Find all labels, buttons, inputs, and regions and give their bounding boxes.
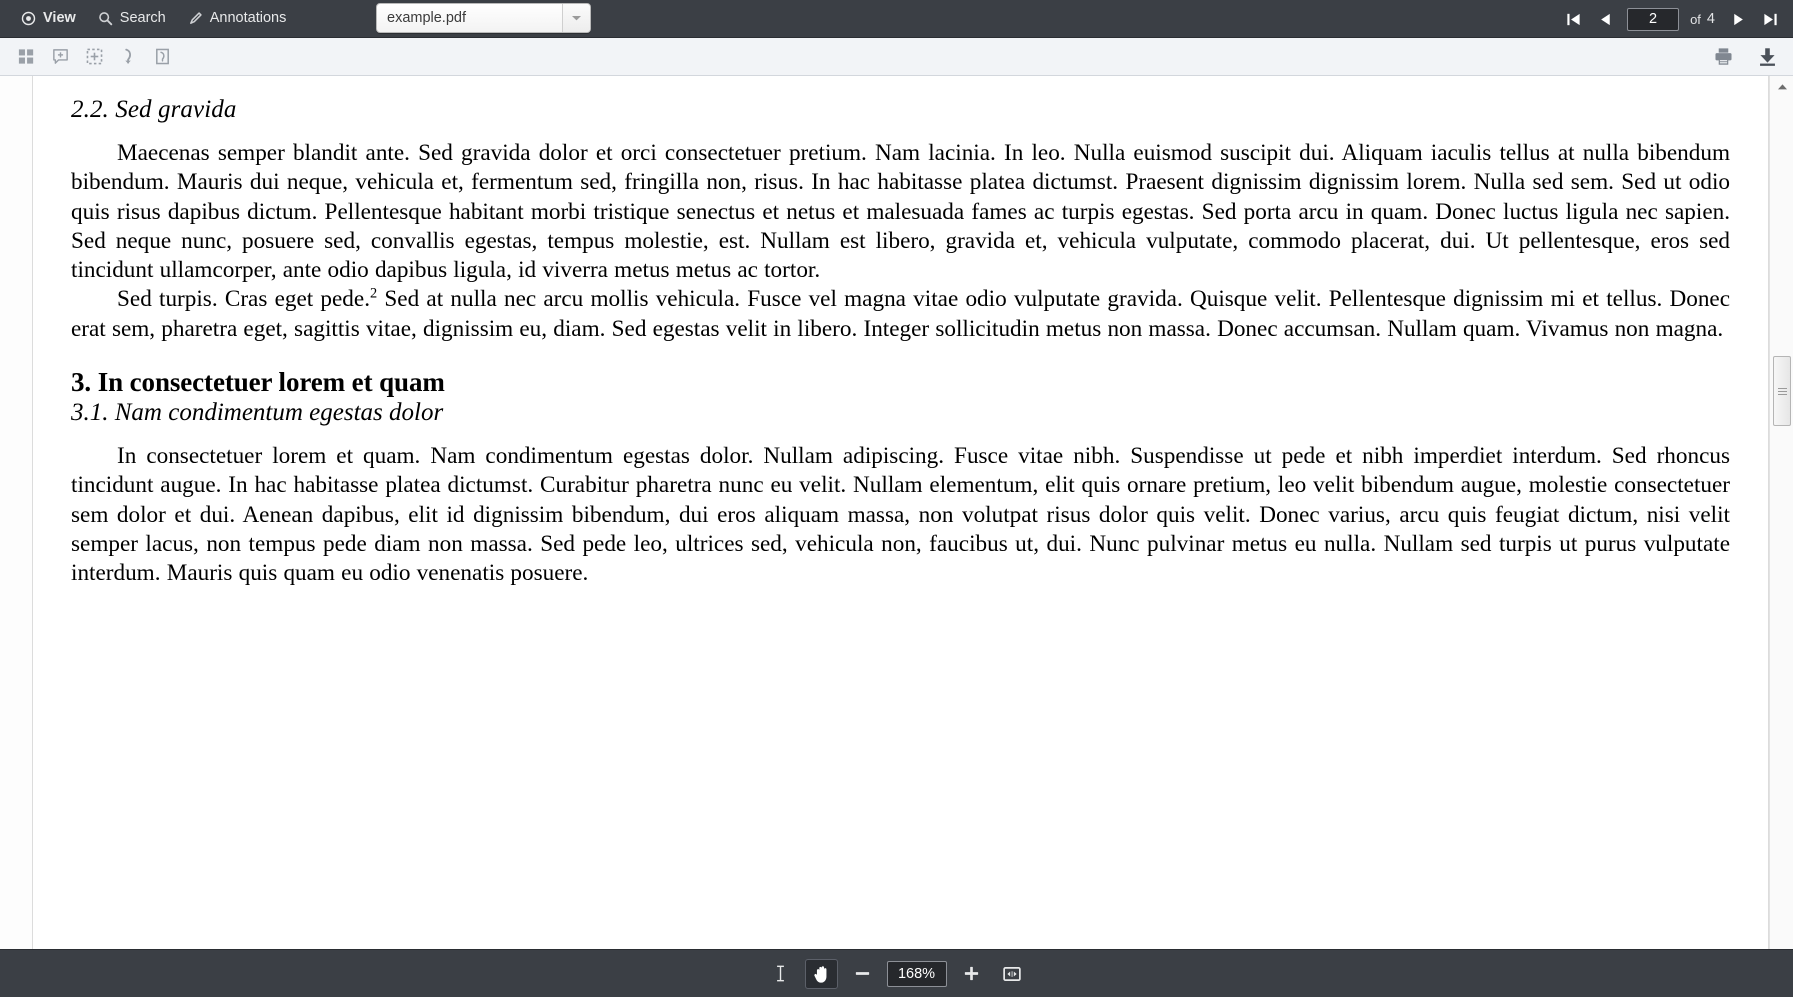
top-menu-bar (0, 0, 1793, 38)
print-icon[interactable] (1709, 43, 1737, 71)
pager-total-pages: 4 (1706, 11, 1715, 27)
zoom-level-input[interactable] (887, 961, 947, 987)
menu-item-annotations-label: Annotations (209, 10, 287, 27)
toolbar-tools (0, 43, 176, 71)
menu-item-view-label: View (43, 10, 76, 27)
hand-pan-icon[interactable] (805, 959, 838, 989)
area-select-icon[interactable] (80, 43, 108, 71)
heading-3-1: 3.1. Nam condimentum egestas dolor (71, 399, 444, 427)
download-icon[interactable] (1753, 43, 1781, 71)
menu-item-view[interactable] (10, 7, 87, 30)
document-viewport[interactable] (0, 76, 1793, 949)
footnote-marker[interactable]: 2 (370, 285, 378, 302)
paragraph-spacer-2 (71, 427, 1730, 442)
vertical-scrollbar[interactable] (1769, 76, 1793, 949)
page-navigation (1558, 0, 1785, 38)
annotation-toolbar (0, 38, 1793, 76)
file-selector-box[interactable] (376, 3, 591, 33)
fit-width-icon[interactable] (996, 959, 1028, 989)
scrollbar-track[interactable] (1770, 98, 1793, 927)
pdf-page-content (33, 96, 1768, 589)
plus-icon[interactable] (956, 959, 987, 989)
page-number-input[interactable] (1627, 8, 1679, 31)
search-icon (98, 11, 113, 26)
paragraph-spacer (71, 124, 1730, 139)
minus-icon[interactable] (847, 959, 878, 989)
heading-3: 3. In consectetuer lorem et quam (71, 367, 445, 398)
scroll-up-arrow-icon[interactable] (1770, 76, 1793, 98)
chevron-down-icon[interactable] (562, 4, 590, 32)
paragraph-2 (71, 285, 1730, 344)
stamp-icon[interactable] (148, 43, 176, 71)
paragraph-1: Maecenas semper blandit ante. Sed gravida dolor et orci consectetuer pretium. Nam lacinia. In leo. Nulla euismod suscipit dui. Aliquam iaculis tellus at nulla bibendum bibendum. Mauris dui neque, vehicula et, fermentum sed, fringilla non, risus. In hac habitasse platea dictumst. Praesent dignissim dignissim lorem. Nulla sed sem. Sed ut odio quis risus dapibus dictum. Pellentesque habitant morbi tristique senectus et netus et malesuada fames ac turpis egestas. Sed porta arcu in quam. Donec luctus ligula nec sapien. Sed neque nunc, posuere sed, convallis egestas, tempus molestie, est. Nullam est libero, gravida et, vehicula vulputate, commodo placerat, dui. Ut pellentesque, eros sed tincidunt ullamcorper, ante odio dapibus ligula, id viverra metus metus ac tortor. (71, 140, 1730, 284)
next-page-icon[interactable] (1723, 4, 1753, 34)
thumbnails-icon[interactable] (12, 43, 40, 71)
pencil-icon (188, 11, 203, 26)
eye-icon (21, 11, 36, 26)
menu-item-search[interactable] (87, 7, 177, 30)
paragraph-2-part-b: Sed at nulla nec arcu mollis vehicula. Fusce vel magna vitae odio vulputate gravida. Quisque velit. Pellentesque dignissim mi et tellus. Donec erat sem, pharetra eget, sagittis vitae, dignissim eu, diam. Sed egestas velit in libero. Integer sollicitudin metus non massa. Donec accumsan. Nullam quam. Vivamus non magna. (71, 286, 1731, 342)
ink-draw-icon[interactable] (114, 43, 142, 71)
text-cursor-icon[interactable] (766, 959, 796, 989)
paragraph-3: In consectetuer lorem et quam. Nam condimentum egestas dolor. Nullam adipiscing. Fusce vitae nibh. Suspendisse ut pede et nibh imperdiet interdum. Sed rhoncus tincidunt augue. In hac habitasse platea dictumst. Curabitur pharetra nunc eu velit. Nullam elementum, elit quis ornare pretium, leo velit bibendum augue, molestie consectetuer sem dolor et dui. Aenean dapibus, elit id dignissim bibendum, dui eros aliquam massa, non volutpat risus dolor quis velit. Donec varius, arcu quis feugiat dictum, nisi velit semper lacus, non tempus pede diam non massa. Sed pede leo, ultrices sed, vehicula non, faucibus ut, dui. Nunc pulvinar metus eu nulla. Nullam sed turpis ut purus vulputate interdum. Mauris quis quam eu odio venenatis posuere. (71, 443, 1730, 587)
previous-page-icon[interactable] (1590, 4, 1620, 34)
pager-of-label: of (1690, 11, 1701, 27)
file-selector-value: example.pdf (387, 10, 466, 26)
page-gutter-left (0, 76, 32, 949)
menu-item-search-label: Search (119, 10, 166, 27)
paragraph-2-part-a: Sed turpis. Cras eget pede. (117, 286, 370, 313)
add-note-icon[interactable] (46, 43, 74, 71)
menu-group (0, 7, 297, 30)
toolbar-actions (1709, 43, 1781, 71)
bottom-toolbar (0, 949, 1793, 997)
scrollbar-thumb[interactable] (1773, 356, 1791, 426)
pdf-page[interactable] (32, 76, 1769, 949)
last-page-icon[interactable] (1755, 4, 1785, 34)
scrollbar-grip-icon (1778, 386, 1787, 397)
menu-item-annotations[interactable] (177, 7, 298, 30)
file-selector[interactable] (376, 3, 591, 33)
heading-2-2: 2.2. Sed gravida (71, 96, 237, 123)
first-page-icon[interactable] (1558, 4, 1588, 34)
